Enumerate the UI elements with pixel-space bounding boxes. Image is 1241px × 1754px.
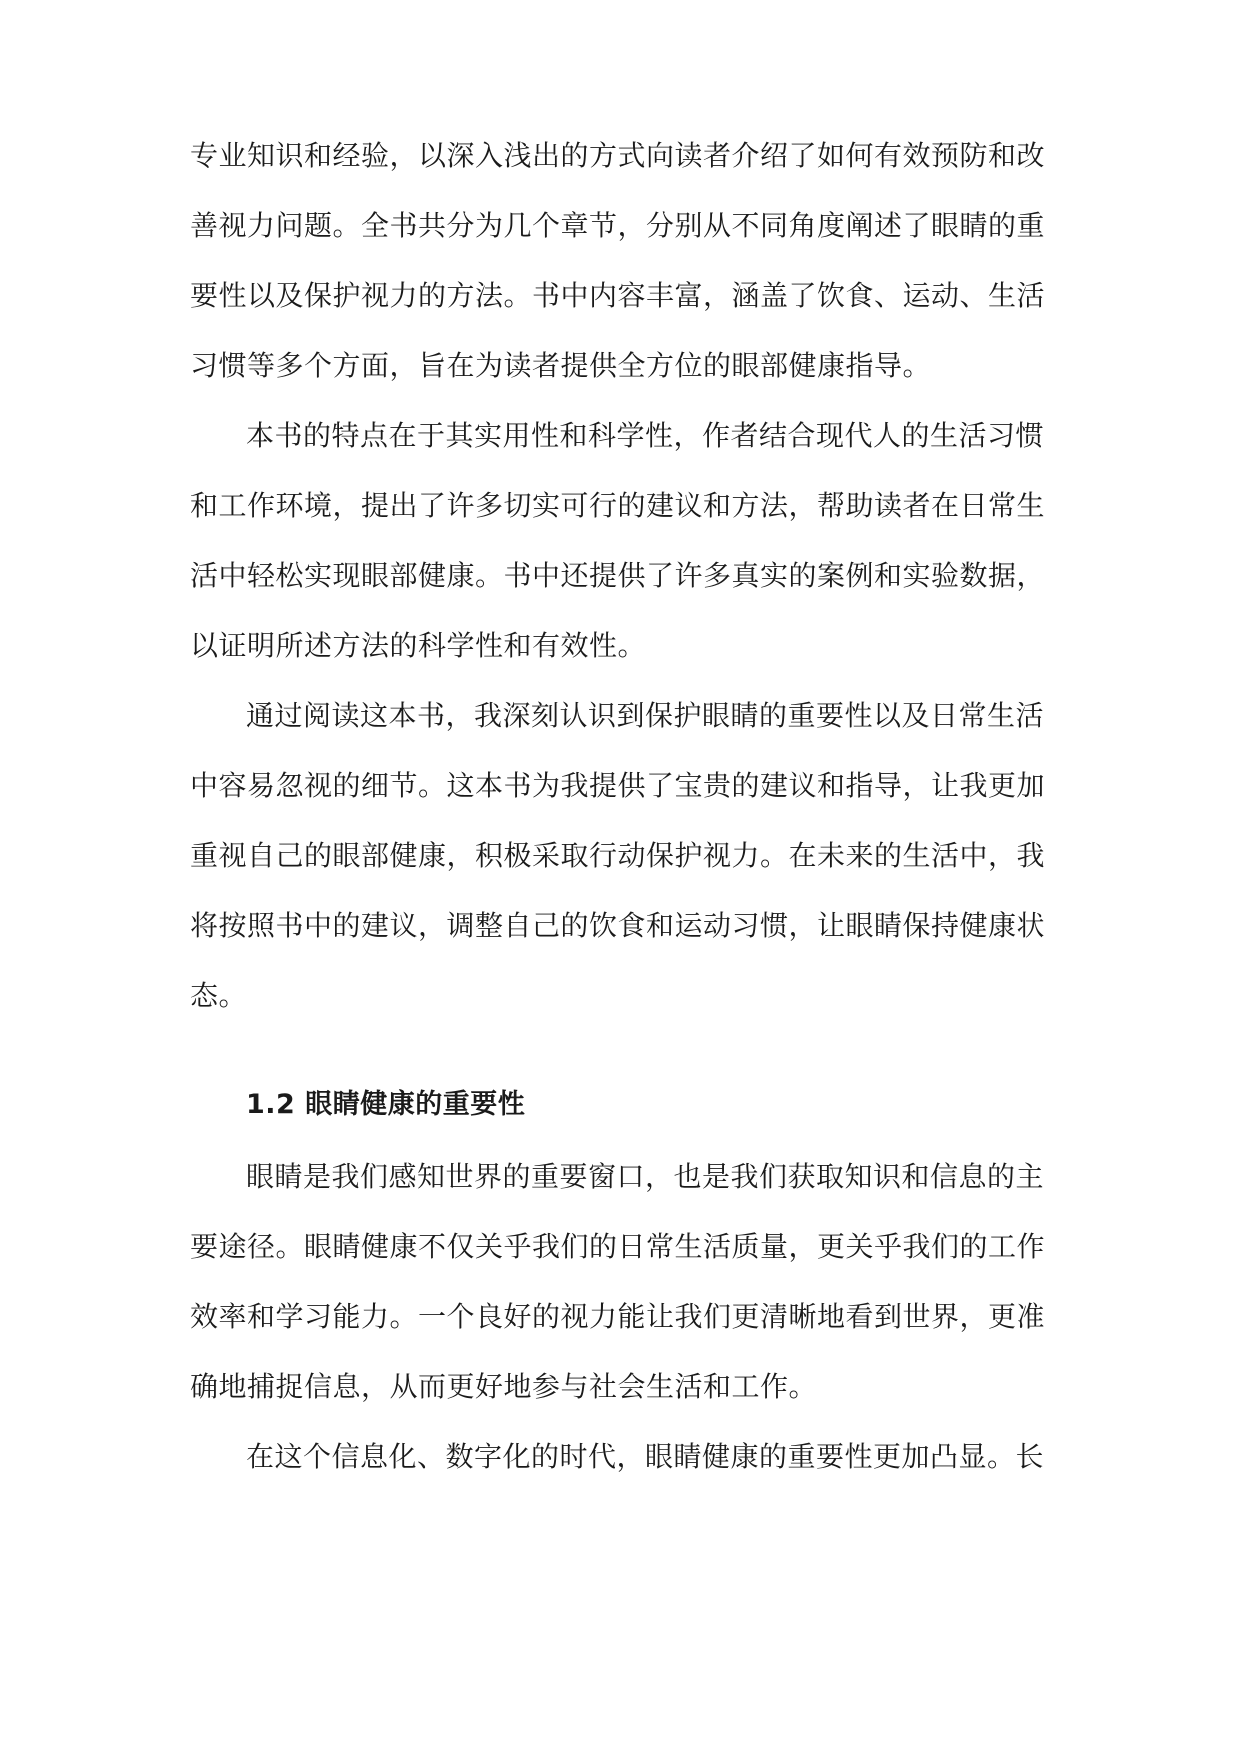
paragraph-3-line-1: 通过阅读这本书，我深刻认识到保护眼睛的重要性以及日常生活 <box>246 699 1045 732</box>
section-paragraph-1-line-3: 效率和学习能力。一个良好的视力能让我们更清晰地看到世界，更准 <box>190 1300 1046 1333</box>
section-paragraph-1-line-4: 确地捕捉信息，从而更好地参与社会生活和工作。 <box>190 1370 818 1403</box>
section-paragraph-2-line-1: 在这个信息化、数字化的时代，眼睛健康的重要性更加凸显。长 <box>246 1440 1045 1473</box>
paragraph-1-line-2: 善视力问题。全书共分为几个章节，分别从不同角度阐述了眼睛的重 <box>190 209 1046 242</box>
paragraph-2-line-2: 和工作环境，提出了许多切实可行的建议和方法，帮助读者在日常生 <box>190 489 1046 522</box>
paragraph-2-line-4: 以证明所述方法的科学性和有效性。 <box>190 629 647 662</box>
paragraph-3-line-5: 态。 <box>190 979 248 1012</box>
paragraph-1-line-1: 专业知识和经验，以深入浅出的方式向读者介绍了如何有效预防和改 <box>190 139 1046 172</box>
section-paragraph-1-line-2: 要途径。眼睛健康不仅关乎我们的日常生活质量，更关乎我们的工作 <box>190 1230 1046 1263</box>
paragraph-1-line-4: 习惯等多个方面，旨在为读者提供全方位的眼部健康指导。 <box>190 349 932 382</box>
paragraph-1-line-3: 要性以及保护视力的方法。书中内容丰富，涵盖了饮食、运动、生活 <box>190 279 1046 312</box>
paragraph-3-line-3: 重视自己的眼部健康，积极采取行动保护视力。在未来的生活中，我 <box>190 839 1046 872</box>
paragraph-3-line-2: 中容易忽视的细节。这本书为我提供了宝贵的建议和指导，让我更加 <box>190 769 1046 802</box>
section-paragraph-1-line-1: 眼睛是我们感知世界的重要窗口，也是我们获取知识和信息的主 <box>246 1160 1045 1193</box>
paragraph-2-line-3: 活中轻松实现眼部健康。书中还提供了许多真实的案例和实验数据， <box>190 559 1046 592</box>
paragraph-3-line-4: 将按照书中的建议，调整自己的饮食和运动习惯，让眼睛保持健康状 <box>190 909 1046 942</box>
section-heading: 1.2 眼睛健康的重要性 <box>246 1089 526 1120</box>
paragraph-2-line-1: 本书的特点在于其实用性和科学性，作者结合现代人的生活习惯 <box>246 419 1045 452</box>
